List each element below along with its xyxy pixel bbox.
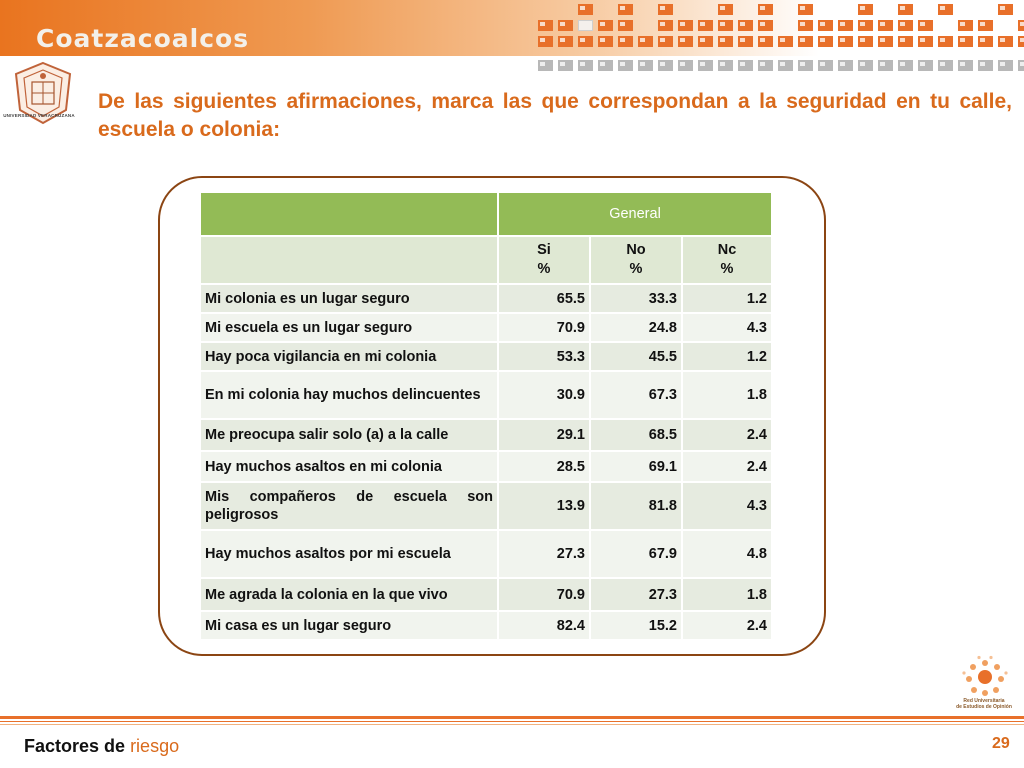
table-row [200,611,772,640]
table-row [200,578,772,611]
header-tile [778,60,793,71]
header-tile [658,60,673,71]
header-tile [798,4,813,15]
header-tile [1018,60,1024,71]
header-tile [1018,36,1024,47]
header-tile [878,60,893,71]
header-tile [738,60,753,71]
cell-nc: 1.2 [682,284,772,313]
header-tile [758,4,773,15]
header-tile [718,4,733,15]
header-tile [698,20,713,31]
cell-nc: 4.3 [682,482,772,530]
cell-si: 28.5 [498,451,590,482]
header-tile [598,60,613,71]
footer-divider-light [0,724,1024,725]
header-tile [918,36,933,47]
header-tile [658,36,673,47]
table-row [200,482,772,530]
header-tile [838,36,853,47]
header-tile [898,4,913,15]
header-tile [618,20,633,31]
table-row [200,313,772,342]
cell-si: 70.9 [498,313,590,342]
header-tile [938,36,953,47]
cell-si: 27.3 [498,530,590,578]
row-label: En mi colonia hay muchos delincuentes [200,371,498,419]
header-tile [918,20,933,31]
table-row [200,530,772,578]
cell-si: 30.9 [498,371,590,419]
header-tile [798,36,813,47]
table-row [200,284,772,313]
header-tile [578,60,593,71]
row-label: Mi colonia es un lugar seguro [200,284,498,313]
cell-no: 15.2 [590,611,682,640]
header-tile [578,4,593,15]
header-tile [878,36,893,47]
header-tile [758,60,773,71]
header-tile [678,20,693,31]
header-tile [858,4,873,15]
cell-no: 33.3 [590,284,682,313]
header-tile [758,36,773,47]
header-tile [818,36,833,47]
header-tile [958,36,973,47]
header-tile [818,60,833,71]
header-tile [798,60,813,71]
header-tile [718,20,733,31]
header-tile [978,36,993,47]
cell-no: 67.9 [590,530,682,578]
header-tile [838,60,853,71]
cell-no: 81.8 [590,482,682,530]
table-row [200,451,772,482]
header-tile [698,60,713,71]
row-label: Me preocupa salir solo (a) a la calle [200,419,498,451]
header-tile [698,36,713,47]
header-tile [738,36,753,47]
header-tile [918,60,933,71]
footer-divider-thin [0,721,1024,722]
cell-nc: 1.8 [682,578,772,611]
cell-nc: 2.4 [682,451,772,482]
column-header-no: No % [590,236,682,284]
header-tile [858,20,873,31]
header-tile [818,20,833,31]
header-tile [578,36,593,47]
row-label: Hay muchos asaltos por mi escuela [200,530,498,578]
cell-nc: 2.4 [682,419,772,451]
header-tile [898,36,913,47]
footer-title-main: Factores de [24,736,126,756]
header-tile [998,36,1013,47]
cell-no: 68.5 [590,419,682,451]
cell-si: 53.3 [498,342,590,371]
column-header-si: Si % [498,236,590,284]
header-tile [538,60,553,71]
row-label: Me agrada la colonia en la que vivo [200,578,498,611]
header-tile [858,36,873,47]
header-tile [578,20,593,31]
group-header-general: General [498,192,772,236]
table-subheader-row [200,236,772,284]
cell-nc: 1.8 [682,371,772,419]
header-tile [1018,20,1024,31]
page-number: 29 [992,735,1010,752]
cell-no: 69.1 [590,451,682,482]
cell-nc: 4.3 [682,313,772,342]
cell-si: 70.9 [498,578,590,611]
header-tile [638,60,653,71]
header-tile [558,60,573,71]
footer-title [24,736,179,757]
header-tile [838,20,853,31]
header-tile [618,36,633,47]
header-tile [898,20,913,31]
header-tile [598,20,613,31]
cell-nc: 2.4 [682,611,772,640]
header-tile [938,60,953,71]
header-tiles-decoration [538,4,1024,76]
cell-nc: 4.8 [682,530,772,578]
header-tile [738,20,753,31]
header-tile [978,60,993,71]
university-logo-caption: UNIVERSIDAD VERACRUZANA [3,113,75,118]
header-tile [898,60,913,71]
header-tile [978,20,993,31]
cell-no: 67.3 [590,371,682,419]
row-label: Mis compañeros de escuela son peligrosos [200,482,498,530]
cell-si: 82.4 [498,611,590,640]
header-tile [958,20,973,31]
results-table [199,191,773,641]
header-tile [858,60,873,71]
header-title: Coatzacoalcos [36,24,250,53]
org-logo-caption: Red Universitaria de Estudios de Opinión [956,698,1012,710]
header-tile [538,36,553,47]
header-tile [618,60,633,71]
slide-heading: De las siguientes afirmaciones, marca las que correspondan a la seguridad en tu calle, escuela o colonia: [98,90,1012,141]
row-label: Mi escuela es un lugar seguro [200,313,498,342]
header-tile [598,36,613,47]
footer-divider [0,716,1024,719]
header-tile [678,36,693,47]
header-tile [678,60,693,71]
table-row [200,371,772,419]
header-tile [878,20,893,31]
cell-si: 65.5 [498,284,590,313]
row-label: Hay poca vigilancia en mi colonia [200,342,498,371]
header-tile [758,20,773,31]
header-empty-cell [200,192,498,236]
header-tile [958,60,973,71]
header-tile [938,4,953,15]
row-label: Mi casa es un lugar seguro [200,611,498,640]
header-tile [618,4,633,15]
header-tile [658,20,673,31]
subheader-empty-cell [200,236,498,284]
table-header-row [200,192,772,236]
header-tile [718,36,733,47]
header-tile [558,36,573,47]
row-label: Hay muchos asaltos en mi colonia [200,451,498,482]
header-tile [998,4,1013,15]
table-row [200,419,772,451]
header-tile [558,20,573,31]
cell-no: 24.8 [590,313,682,342]
cell-si: 29.1 [498,419,590,451]
cell-no: 27.3 [590,578,682,611]
footer-title-accent: riesgo [130,736,180,756]
header-tile [718,60,733,71]
cell-nc: 1.2 [682,342,772,371]
header-tile [998,60,1013,71]
header-tile [538,20,553,31]
column-header-nc: Nc % [682,236,772,284]
cell-no: 45.5 [590,342,682,371]
table-row [200,342,772,371]
header-tile [798,20,813,31]
header-tile [658,4,673,15]
header-tile [778,36,793,47]
cell-si: 13.9 [498,482,590,530]
header-tile [638,36,653,47]
